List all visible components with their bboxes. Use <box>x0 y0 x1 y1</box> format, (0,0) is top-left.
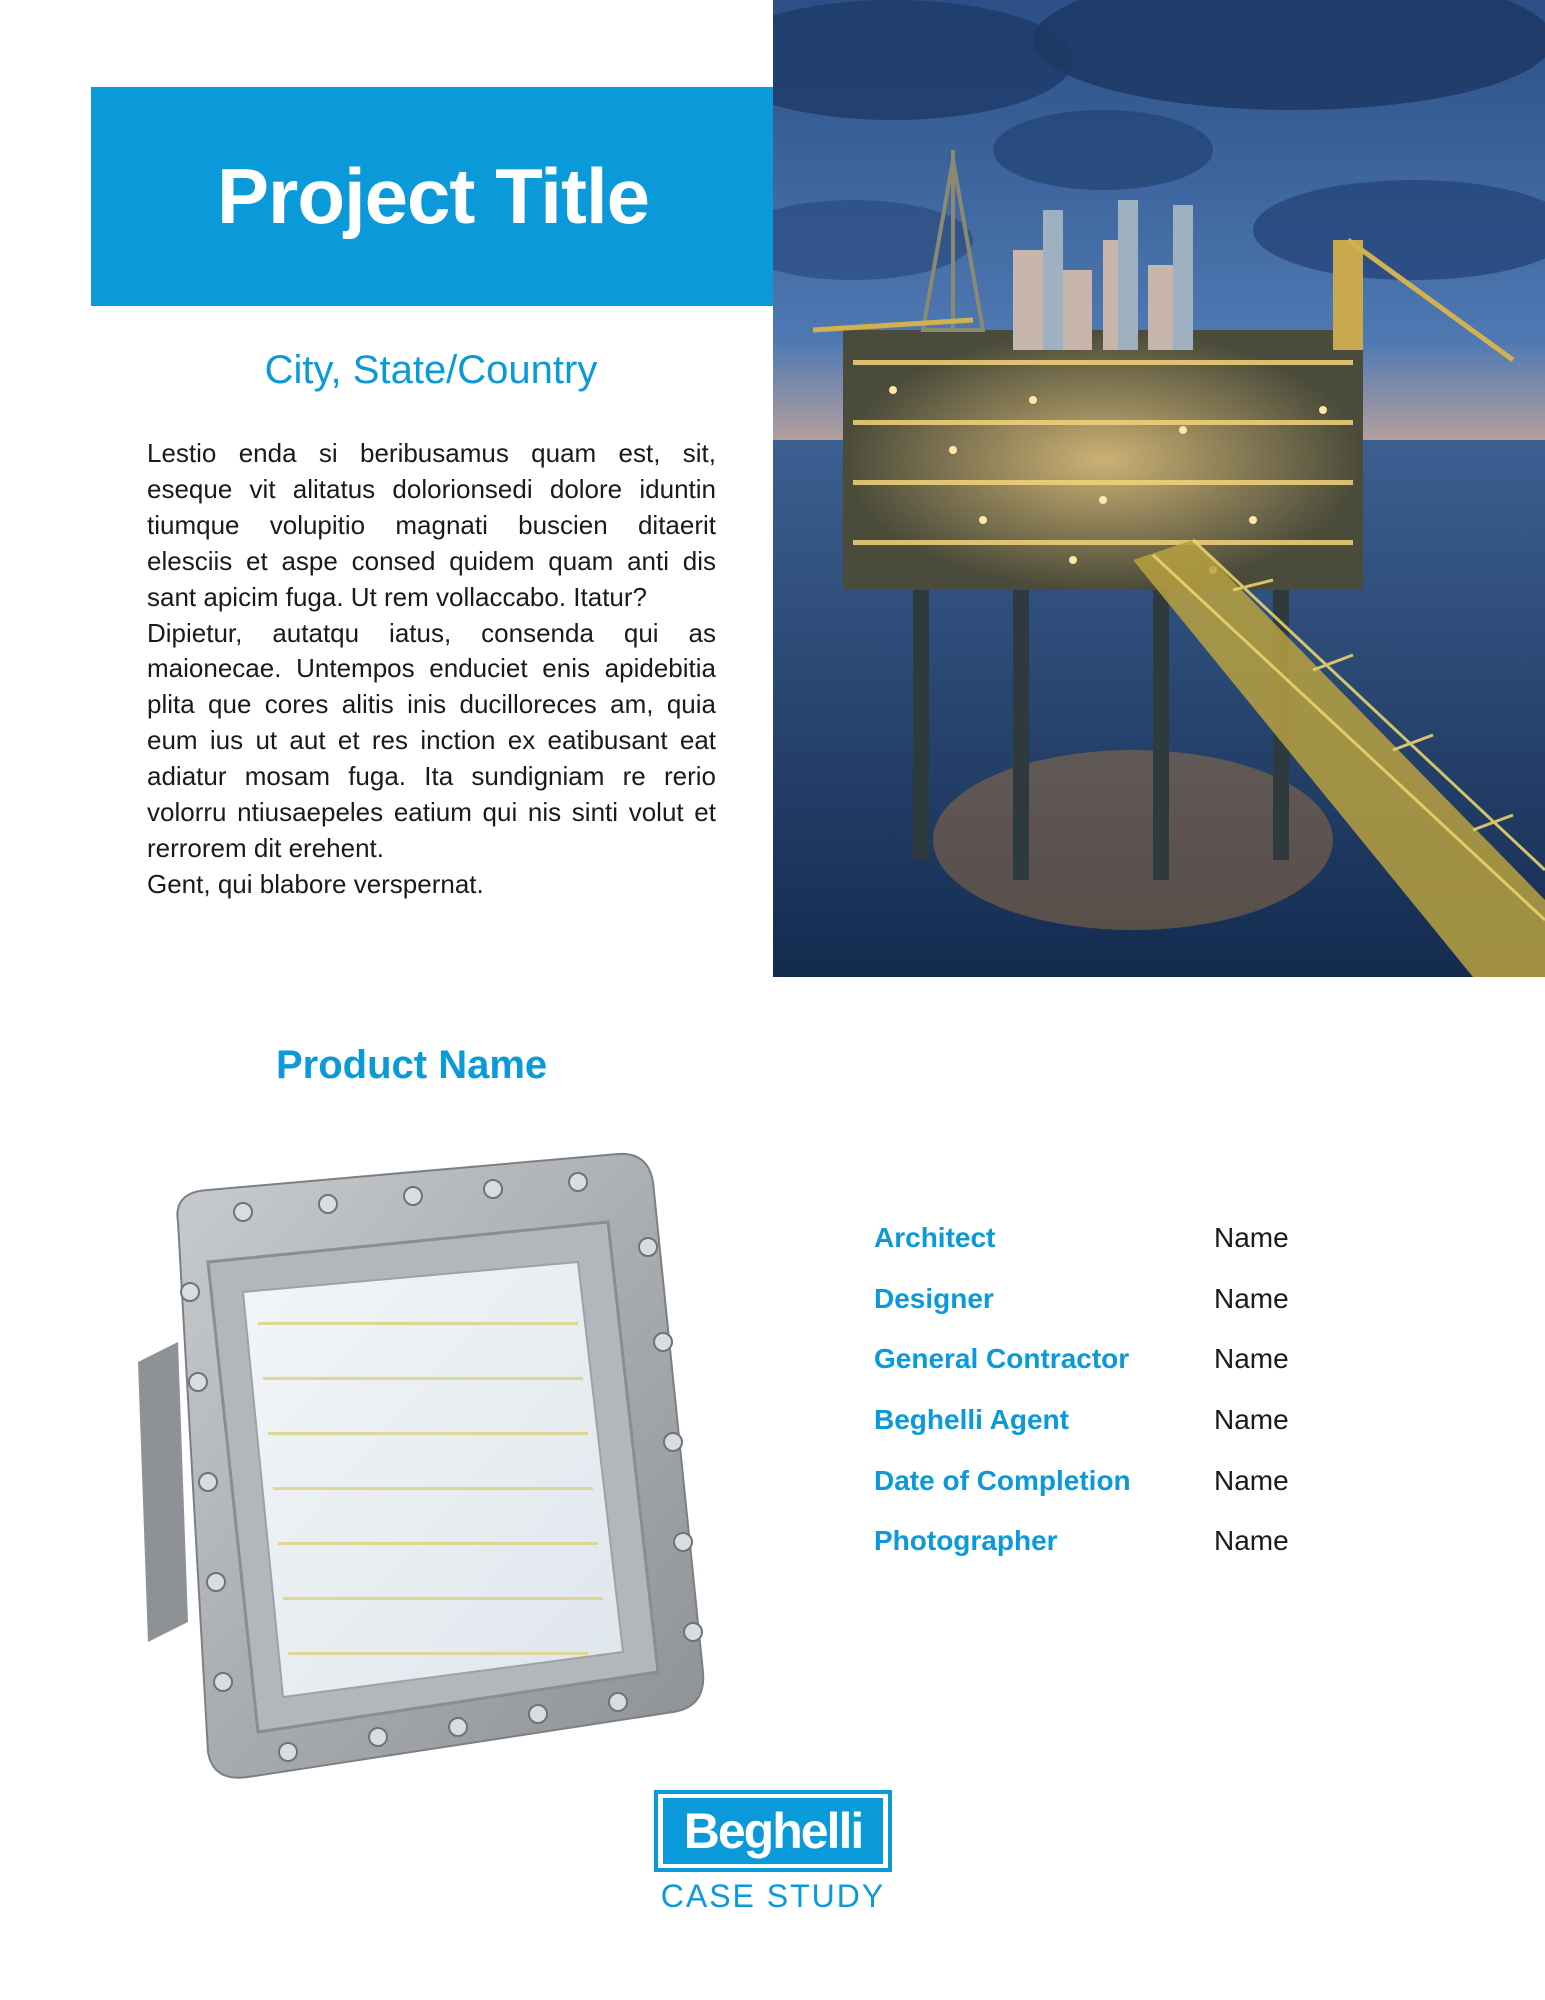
brand-logo-wordmark: Beghelli <box>663 1798 883 1864</box>
hero-illustration <box>773 0 1545 977</box>
case-study-label: CASE STUDY <box>660 1878 886 1914</box>
project-location: City, State/Country <box>264 348 598 392</box>
hero-photo-offshore-platform <box>773 0 1545 977</box>
credit-row <box>874 1222 1434 1283</box>
credit-row <box>874 1404 1434 1465</box>
credit-row <box>874 1525 1434 1586</box>
credit-label: General Contractor <box>874 1343 1130 1375</box>
credit-value: Name <box>1214 1464 1289 1496</box>
credit-value: Name <box>1214 1404 1289 1436</box>
credit-label: Beghelli Agent <box>874 1404 1069 1436</box>
project-credits <box>874 1222 1434 1586</box>
title-band <box>91 87 775 306</box>
credit-value: Name <box>1214 1343 1289 1375</box>
credit-value: Name <box>1214 1282 1289 1314</box>
credit-row <box>874 1465 1434 1526</box>
credit-label: Designer <box>874 1282 994 1314</box>
brand-logo <box>654 1790 892 1872</box>
description-paragraph: Dipietur, autatqu iatus, consenda qui as maionecae. Untempos enduciet enis apidebitia plita que cores alitis inis ducilloreces am, quia eum ius ut aut et res inction ex eatibusant eat adiatur mosam fuga. Ita sundigniam re rerio volorru ntiusaepeles eatium qui nis sinti volut et rerrorem dit erehent. <box>147 617 716 863</box>
page-title: Project Title <box>216 152 650 240</box>
credit-value: Name <box>1214 1222 1289 1253</box>
product-name: Product Name <box>276 1043 548 1087</box>
credit-label: Date of Completion <box>874 1464 1131 1496</box>
credit-row <box>874 1343 1434 1404</box>
description-paragraph: Lestio enda si beribusamus quam est, sit, eseque vit alitatus dolorionsedi dolore iduntin tiumque volupitio magnati buscien ditaerit elesciis et aspe consed quidem quam anti dis sant apicim fuga. Ut rem vollaccabo. Itatur? <box>147 438 716 612</box>
product-image-led-fixture <box>138 1152 728 1782</box>
project-description <box>147 436 716 903</box>
description-paragraph: Gent, qui blabore verspernat. <box>147 868 484 899</box>
credit-label: Photographer <box>874 1525 1058 1557</box>
credit-label: Architect <box>874 1222 996 1253</box>
credit-value: Name <box>1214 1525 1289 1557</box>
credit-row <box>874 1283 1434 1344</box>
